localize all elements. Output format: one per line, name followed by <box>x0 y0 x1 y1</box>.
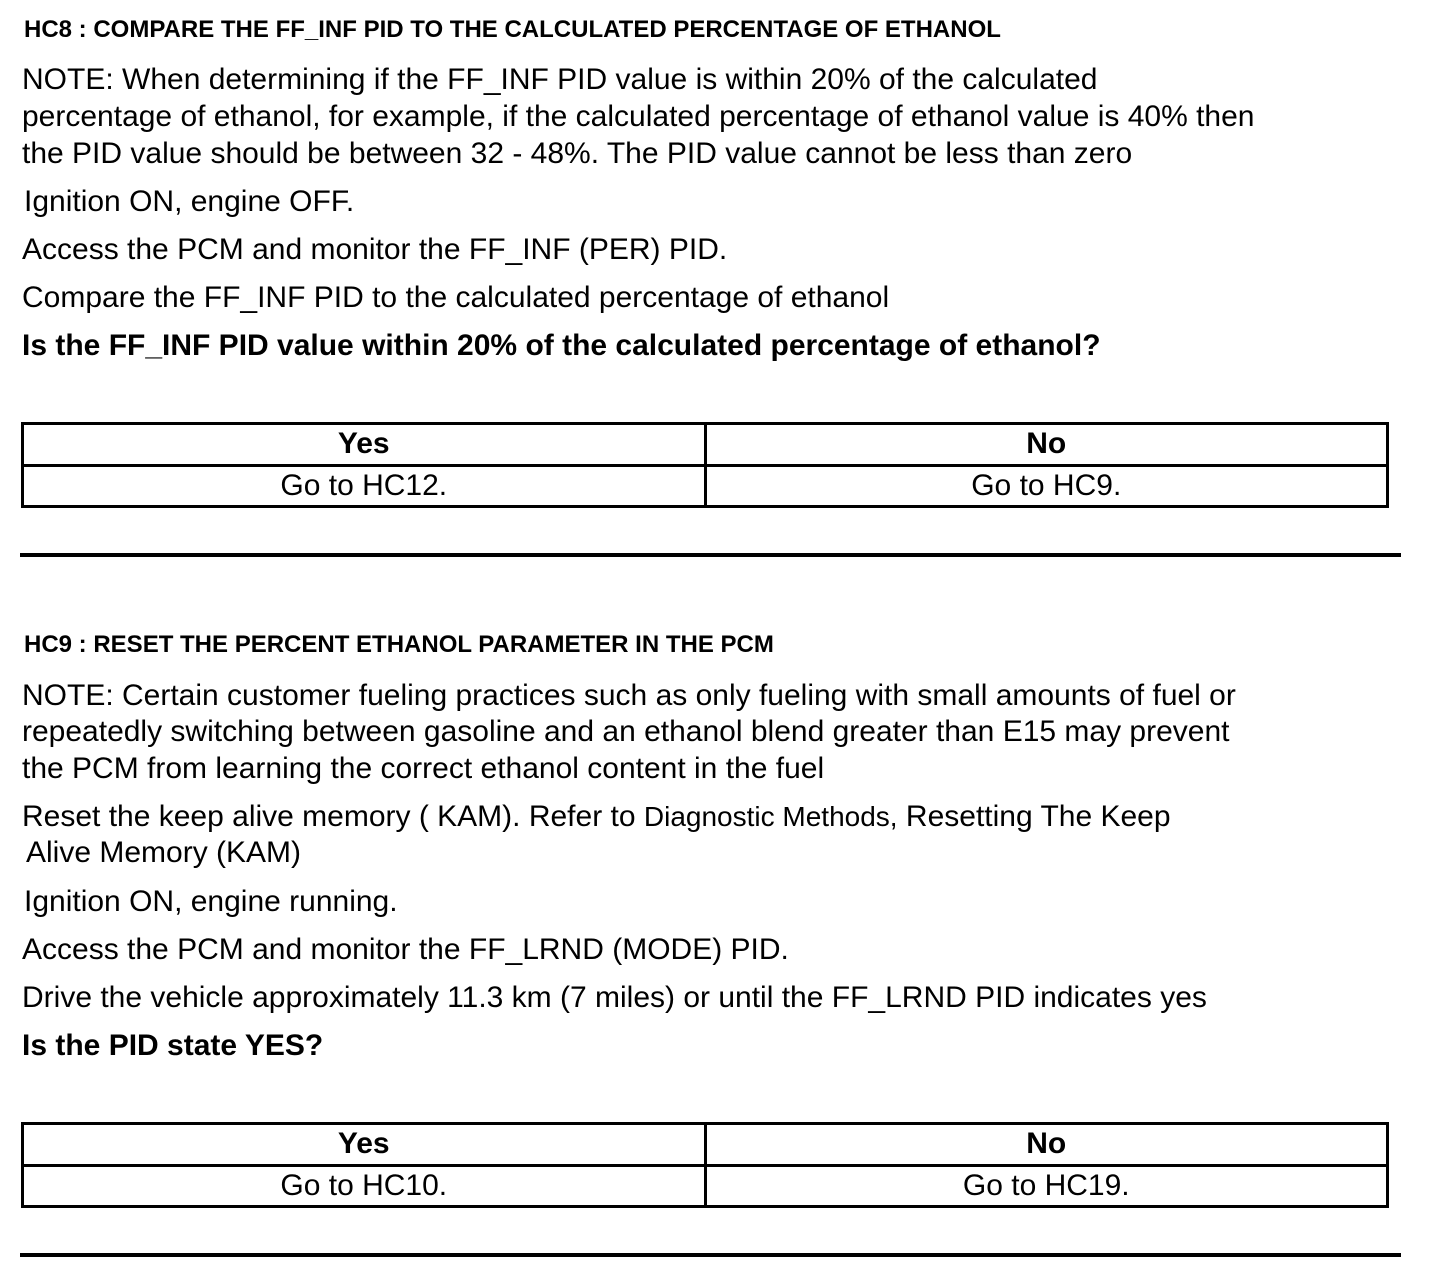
hc9-no-header: No <box>705 1124 1388 1166</box>
hc9-note-line-1: NOTE: Certain customer fueling practices such as only fueling with small amounts of fuel or <box>22 679 1236 712</box>
hc9-reset-continuation: Alive Memory (KAM) <box>26 836 302 869</box>
hc8-step-ignition: Ignition ON, engine OFF. <box>24 185 355 218</box>
hc9-heading: HC9 : RESET THE PERCENT ETHANOL PARAMETER IN THE PCM <box>24 631 774 658</box>
hc9-yes-action: Go to HC10. <box>23 1165 706 1207</box>
hc9-note-line-2: repeatedly switching between gasoline and an ethanol blend greater than E15 may prevent <box>22 715 1230 748</box>
hc8-heading: HC8 : COMPARE THE FF_INF PID TO THE CALCULATED PERCENTAGE OF ETHANOL <box>24 16 1001 43</box>
hc8-question: Is the FF_INF PID value within 20% of the calculated percentage of ethanol? <box>22 329 1101 362</box>
section-divider <box>20 553 1401 557</box>
hc9-step-ignition: Ignition ON, engine running. <box>24 885 398 918</box>
hc9-decision-table <box>21 1122 1389 1208</box>
hc8-decision-table <box>21 422 1389 508</box>
hc8-note-line-1: NOTE: When determining if the FF_INF PID value is within 20% of the calculated <box>22 63 1098 96</box>
hc8-no-action: Go to HC9. <box>705 465 1388 507</box>
hc9-reset-reference-link[interactable]: Diagnostic Methods, <box>643 801 898 832</box>
hc9-step-drive: Drive the vehicle approximately 11.3 km (7 miles) or until the FF_LRND PID indicates yes <box>22 981 1207 1014</box>
hc9-step-reset-kam <box>22 798 1171 835</box>
hc9-yes-header: Yes <box>23 1124 706 1166</box>
hc9-no-action: Go to HC19. <box>705 1165 1388 1207</box>
hc9-step-access-pcm: Access the PCM and monitor the FF_LRND (MODE) PID. <box>22 933 789 966</box>
hc8-step-compare: Compare the FF_INF PID to the calculated percentage of ethanol <box>22 281 890 314</box>
hc8-yes-action: Go to HC12. <box>23 465 706 507</box>
hc9-reset-prefix: Reset the keep alive memory ( KAM). Refer to <box>22 800 644 833</box>
hc9-note-line-3: the PCM from learning the correct ethanol content in the fuel <box>22 752 825 785</box>
hc8-note-line-2: percentage of ethanol, for example, if the calculated percentage of ethanol value is 40% then <box>22 100 1255 133</box>
hc9-question: Is the PID state YES? <box>22 1029 324 1062</box>
hc8-yes-header: Yes <box>23 424 706 466</box>
hc8-step-access-pcm: Access the PCM and monitor the FF_INF (PER) PID. <box>22 233 728 266</box>
hc8-note-line-3: the PID value should be between 32 - 48%. The PID value cannot be less than zero <box>22 137 1133 170</box>
hc8-no-header: No <box>705 424 1388 466</box>
bottom-divider <box>20 1253 1401 1257</box>
hc9-reset-suffix: Resetting The Keep <box>897 800 1171 833</box>
